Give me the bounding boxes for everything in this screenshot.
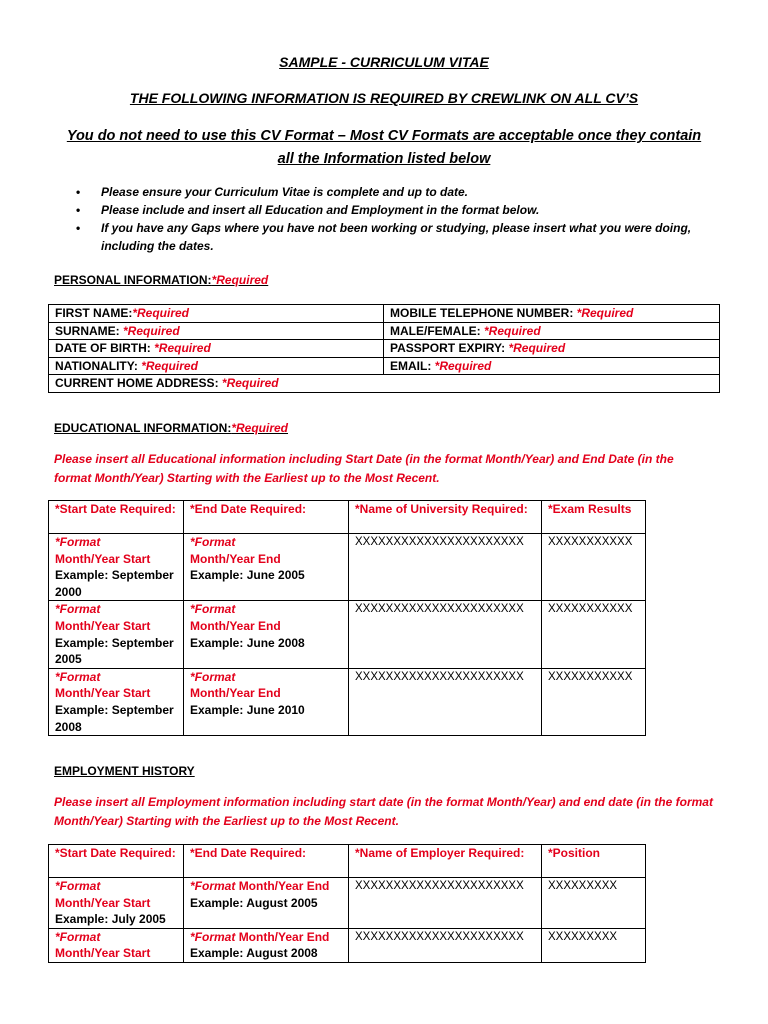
table-row (49, 340, 720, 358)
column-header: *End Date Required: (184, 501, 349, 534)
first-name-cell: FIRST NAME:*Required (49, 305, 384, 323)
email-cell: EMAIL: *Required (384, 357, 720, 375)
table-row (49, 878, 646, 929)
table-row (49, 601, 646, 668)
results-cell: XXXXXXXXXXX (542, 668, 646, 735)
employment-heading: EMPLOYMENT HISTORY (54, 764, 195, 778)
list-item: • If you have any Gaps where you have not been working or studying, please insert what you were doing, including the dates. (76, 221, 692, 253)
instructions-list (73, 183, 723, 255)
end-date-cell: *Format Month/Year End Example: August 2005 (184, 878, 349, 929)
university-cell: XXXXXXXXXXXXXXXXXXXXXX (349, 668, 542, 735)
list-item: • Please ensure your Curriculum Vitae is complete and up to date. (76, 185, 468, 199)
university-cell: XXXXXXXXXXXXXXXXXXXXXX (349, 601, 542, 668)
table-row (49, 357, 720, 375)
education-heading: EDUCATIONAL INFORMATION:*Required (54, 421, 289, 435)
column-header: *Position (542, 845, 646, 878)
bullet-icon: • (76, 203, 81, 217)
bullet-icon: • (76, 221, 81, 235)
table-row (49, 305, 720, 323)
table-row (49, 534, 646, 601)
page-subtitle: THE FOLLOWING INFORMATION IS REQUIRED BY CREWLINK ON ALL CV’S (129, 90, 639, 106)
end-date-cell: *Format Month/Year End Example: June 2005 (184, 534, 349, 601)
results-cell: XXXXXXXXXXX (542, 601, 646, 668)
home-address-cell: CURRENT HOME ADDRESS: *Required (49, 375, 720, 393)
bullet-icon: • (76, 185, 81, 199)
results-cell: XXXXXXXXXXX (542, 534, 646, 601)
personal-info-table (48, 304, 720, 393)
table-row (49, 375, 720, 393)
education-note: Please insert all Educational information including Start Date (in the format Month/Year) and End Date (in the format Month/Year) Starting with the Earliest up to the Most Recent. (54, 452, 674, 485)
end-date-cell: *Format Month/Year End Example: August 2008 (184, 928, 349, 962)
column-header: *End Date Required: (184, 845, 349, 878)
start-date-cell: *Format Month/Year Start Example: July 2005 (49, 878, 184, 929)
table-header-row (49, 501, 646, 534)
university-cell: XXXXXXXXXXXXXXXXXXXXXX (349, 534, 542, 601)
end-date-cell: *Format Month/Year End Example: June 2008 (184, 601, 349, 668)
gender-cell: MALE/FEMALE: *Required (384, 322, 720, 340)
start-date-cell: *Format Month/Year Start Example: September 2008 (49, 668, 184, 735)
column-header: *Name of University Required: (349, 501, 542, 534)
column-header: *Name of Employer Required: (349, 845, 542, 878)
mobile-number-cell: MOBILE TELEPHONE NUMBER: *Required (384, 305, 720, 323)
start-date-cell: *Format Month/Year Start Example: September 2005 (49, 601, 184, 668)
personal-info-heading: PERSONAL INFORMATION:*Required (54, 273, 269, 287)
position-cell: XXXXXXXXX (542, 928, 646, 962)
column-header: *Start Date Required: (49, 501, 184, 534)
table-header-row (49, 845, 646, 878)
education-table (48, 500, 646, 736)
column-header: *Exam Results (542, 501, 646, 534)
column-header: *Start Date Required: (49, 845, 184, 878)
start-date-cell: *Format Month/Year Start Example: September 2000 (49, 534, 184, 601)
start-date-cell: *Format Month/Year Start (49, 928, 184, 962)
date-of-birth-cell: DATE OF BIRTH: *Required (49, 340, 384, 358)
end-date-cell: *Format Month/Year End Example: June 2010 (184, 668, 349, 735)
employment-note: Please insert all Employment information including start date (in the format Month/Year) and end date (in the format Month/Year) Starting with the Earliest up to the Most Recent. (54, 795, 713, 828)
page-title: SAMPLE - CURRICULUM VITAE (279, 54, 489, 70)
surname-cell: SURNAME: *Required (49, 322, 384, 340)
nationality-cell: NATIONALITY: *Required (49, 357, 384, 375)
employer-cell: XXXXXXXXXXXXXXXXXXXXXX (349, 878, 542, 929)
passport-expiry-cell: PASSPORT EXPIRY: *Required (384, 340, 720, 358)
table-row (49, 668, 646, 735)
employer-cell: XXXXXXXXXXXXXXXXXXXXXX (349, 928, 542, 962)
position-cell: XXXXXXXXX (542, 878, 646, 929)
intro-text: You do not need to use this CV Format – Most CV Formats are acceptable once they contain all the Information listed below (66, 128, 702, 167)
list-item: • Please include and insert all Education and Employment in the format below. (76, 203, 540, 217)
table-row (49, 928, 646, 962)
table-row (49, 322, 720, 340)
employment-table (48, 844, 646, 963)
